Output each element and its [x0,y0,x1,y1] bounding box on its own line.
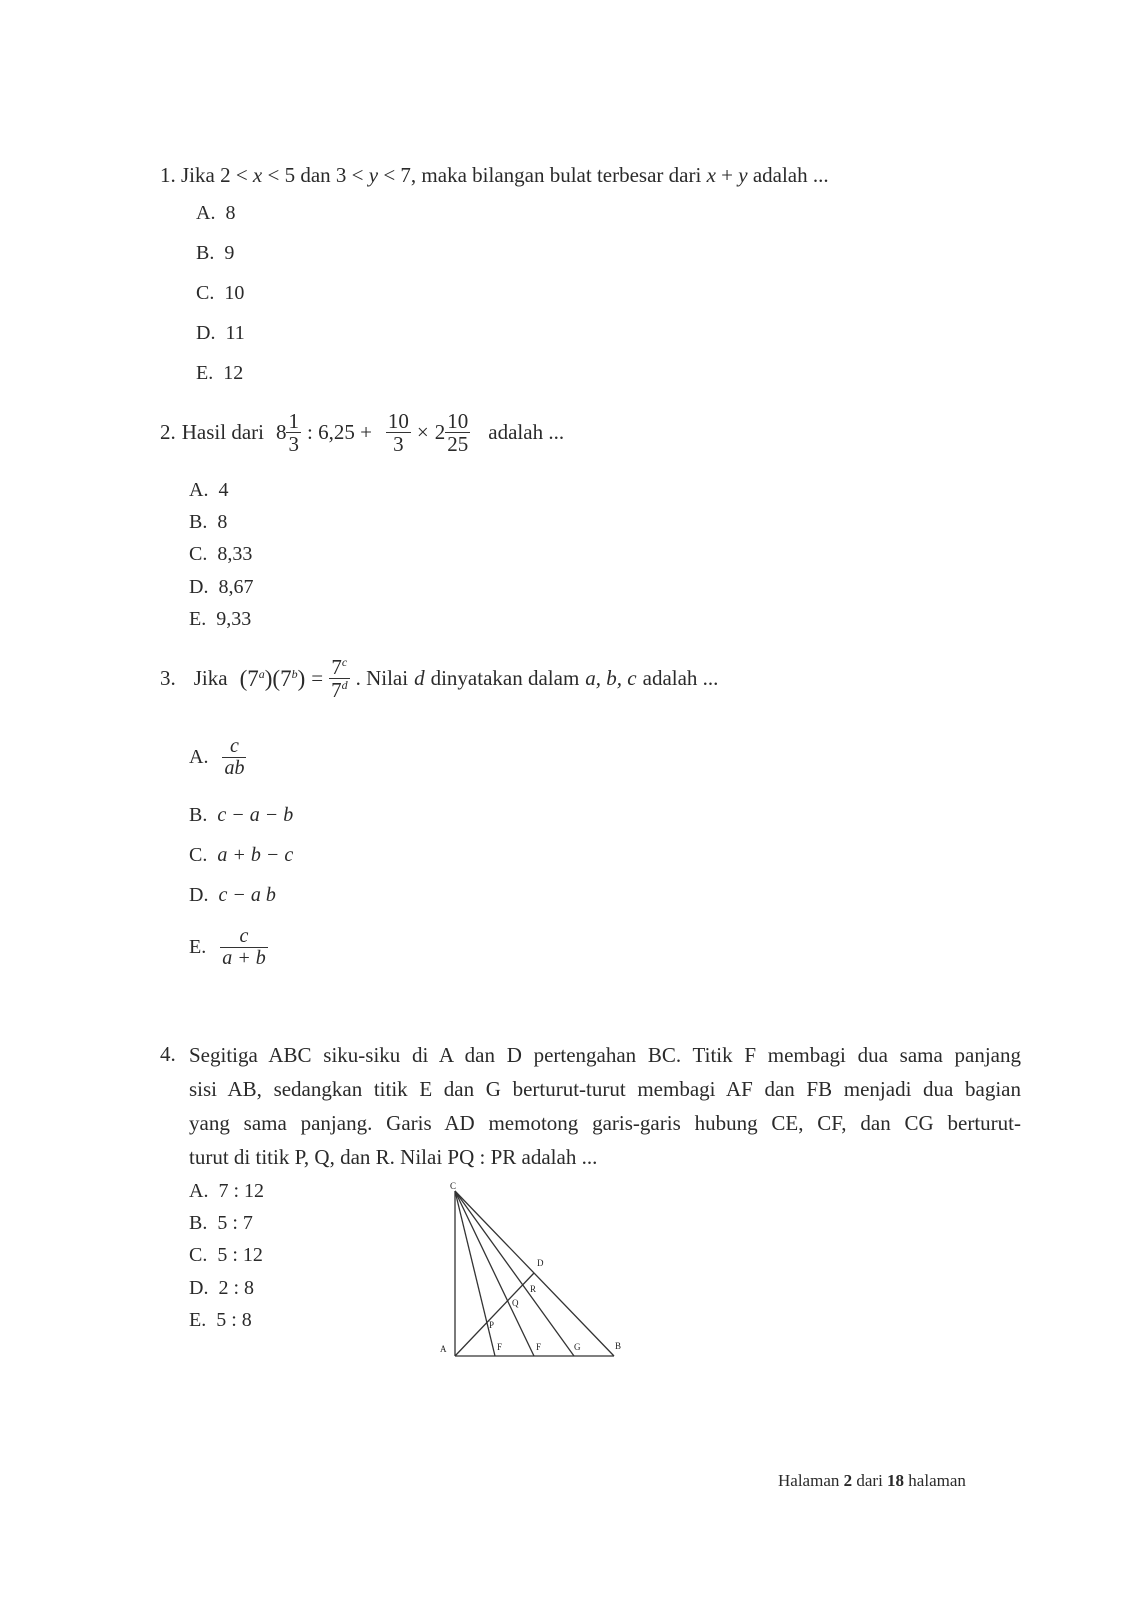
q1-plus: + [721,163,733,187]
option-value: 8 [217,511,228,533]
option-label: D. [189,884,209,906]
denominator: ab [224,757,245,779]
q1-var-x: x [706,163,716,187]
fraction [445,410,470,455]
option-fraction [220,926,268,969]
q2-mixed-number-2 [435,410,471,455]
option-value: 9,33 [216,608,252,630]
option-label: A. [196,202,216,224]
question-number: 4. [160,1042,176,1066]
numerator: c [220,926,268,948]
label-a: A [440,1344,447,1354]
option-label: B. [189,511,208,533]
option-fraction [222,736,246,779]
denominator [329,679,350,701]
q1-text-part: adalah ... [752,163,829,187]
numerator: 1 [288,409,299,433]
equals-sign: = [311,665,324,690]
footer-total-pages: 18 [887,1471,905,1490]
whole-part: 8 [275,419,287,444]
q3-var-d: d [414,665,425,690]
fraction [286,410,301,455]
exponent-c: c [341,655,348,669]
line-ad [455,1273,537,1356]
line-ce [455,1191,495,1356]
label-e: F [497,1342,503,1352]
base: 7 [280,665,292,691]
option-label: A. [189,1180,209,1202]
numerator [329,656,350,679]
q1-text-part: Jika 2 < [181,163,248,187]
numerator: 10 [447,409,469,433]
q2-option-b[interactable] [189,511,227,534]
question-4-text [189,1038,1021,1174]
option-value: 5 : 7 [217,1212,253,1234]
q3-option-d[interactable] [189,884,276,907]
q3-option-e[interactable] [189,926,268,969]
q2-option-c[interactable] [189,543,252,566]
page-footer [778,1471,966,1491]
q4-line: turut di titik P, Q, dan R. Nilai PQ : PR adalah ... [189,1145,598,1169]
base: 7 [331,655,342,679]
q2-mixed-number-1 [276,410,301,455]
option-label: D. [196,322,216,344]
label-f: F [536,1342,542,1352]
exponent-b: b [291,666,298,681]
q1-option-b[interactable] [196,242,234,265]
option-label: E. [189,1309,207,1331]
question-2-text [160,410,564,455]
q4-option-c[interactable] [189,1244,263,1267]
denominator: 25 [447,432,469,457]
option-label: E. [189,936,207,958]
option-value: 9 [224,242,235,264]
q1-var-x: x [252,163,263,187]
option-value: 4 [218,479,229,501]
option-label: B. [189,1212,208,1234]
option-value: 2 : 8 [218,1277,255,1299]
question-1-text [160,163,829,188]
label-b: B [615,1341,622,1351]
option-value: 7 : 12 [218,1180,265,1202]
q3-vars: a, b, c [585,665,637,690]
q3-option-c[interactable] [189,844,293,867]
option-label: D. [189,1277,209,1299]
label-c: C [450,1181,457,1191]
option-label: E. [196,362,214,384]
q3-option-a[interactable] [189,736,246,779]
triangle-figure [430,1175,635,1365]
option-label: D. [189,576,209,598]
q1-option-c[interactable] [196,282,244,305]
q4-option-d[interactable] [189,1277,254,1300]
q1-option-d[interactable] [196,322,245,345]
label-r: R [530,1284,537,1294]
q4-line: sisi AB, sedangkan titik E dan G berturut-turut membagi AF dan FB menjadi dua bagian [189,1077,1021,1101]
question-number: 2. [160,419,176,444]
exponent-a: a [258,666,265,681]
q1-option-e[interactable] [196,362,243,385]
q3-option-b[interactable] [189,804,293,827]
option-label: B. [196,242,215,264]
q2-option-a[interactable] [189,479,228,502]
label-g: G [574,1342,581,1352]
label-p: P [489,1320,495,1330]
times-sign: × [416,419,429,444]
q3-text-part: adalah ... [642,665,719,690]
q1-option-a[interactable] [196,202,235,225]
line-cf [455,1191,537,1356]
question-number: 1. [160,163,176,187]
option-value: 5 : 12 [217,1244,263,1266]
base: 7 [247,665,259,691]
label-d: D [537,1258,544,1268]
q3-text-part: . Nilai [355,665,409,690]
denominator: 3 [288,432,299,457]
whole-part: 2 [434,419,446,444]
option-label: C. [189,844,208,866]
q1-text-part: < 7, maka bilangan bulat terbesar dari [383,163,702,187]
option-label: C. [189,543,208,565]
q3-product-expression: (7$^a$)(7$^b$) [239,665,306,691]
question-number: 3. [160,665,176,690]
exponent-d: d [341,678,348,693]
option-value: a + b − c [217,844,294,866]
option-value: 8,33 [217,543,253,565]
option-value: 8 [225,202,236,224]
q2-option-e[interactable] [189,608,251,631]
option-label: B. [189,804,208,826]
footer-mid: dari [856,1471,883,1490]
denominator: 3 [393,432,404,457]
footer-prefix: Halaman [778,1471,840,1490]
q1-var-y: y [738,163,748,187]
option-value: 12 [223,362,244,384]
q4-option-a[interactable] [189,1180,264,1203]
footer-suffix: halaman [908,1471,966,1490]
q2-tail: adalah ... [488,419,565,444]
option-label: A. [189,746,209,768]
option-label: C. [189,1244,208,1266]
option-value: c − a b [218,884,276,906]
option-label: C. [196,282,215,304]
q2-lead: Hasil dari [181,419,264,444]
footer-page-number: 2 [843,1471,853,1490]
q3-quotient-fraction [329,656,350,701]
line-cg [455,1191,574,1356]
denominator: a + b [222,947,266,969]
fraction [386,410,411,455]
q4-option-b[interactable] [189,1212,253,1235]
q2-middle: : 6,25 + [306,419,372,444]
option-value: 11 [225,322,245,344]
q3-text-part: dinyatakan dalam [430,665,580,690]
numerator: 10 [387,409,409,433]
option-value: 8,67 [218,576,254,598]
q4-line: yang sama panjang. Garis AD memotong garis-garis hubung CE, CF, dan CG berturut- [189,1111,1021,1135]
option-value: 5 : 8 [216,1309,252,1331]
question-3-text [160,656,718,701]
option-label: A. [189,479,209,501]
q2-option-d[interactable] [189,576,253,599]
q1-var-y: y [368,163,379,187]
option-label: E. [189,608,207,630]
numerator: c [222,736,246,758]
option-value: c − a − b [217,804,294,826]
q1-text-part: < 5 dan 3 < [267,163,364,187]
q3-lead: Jika [193,665,228,690]
label-q: Q [512,1298,519,1308]
q4-line: Segitiga ABC siku-siku di A dan D pertengahan BC. Titik F membagi dua sama panjang [189,1043,1021,1067]
option-value: 10 [224,282,245,304]
base: 7 [331,678,342,703]
q4-option-e[interactable] [189,1309,252,1332]
